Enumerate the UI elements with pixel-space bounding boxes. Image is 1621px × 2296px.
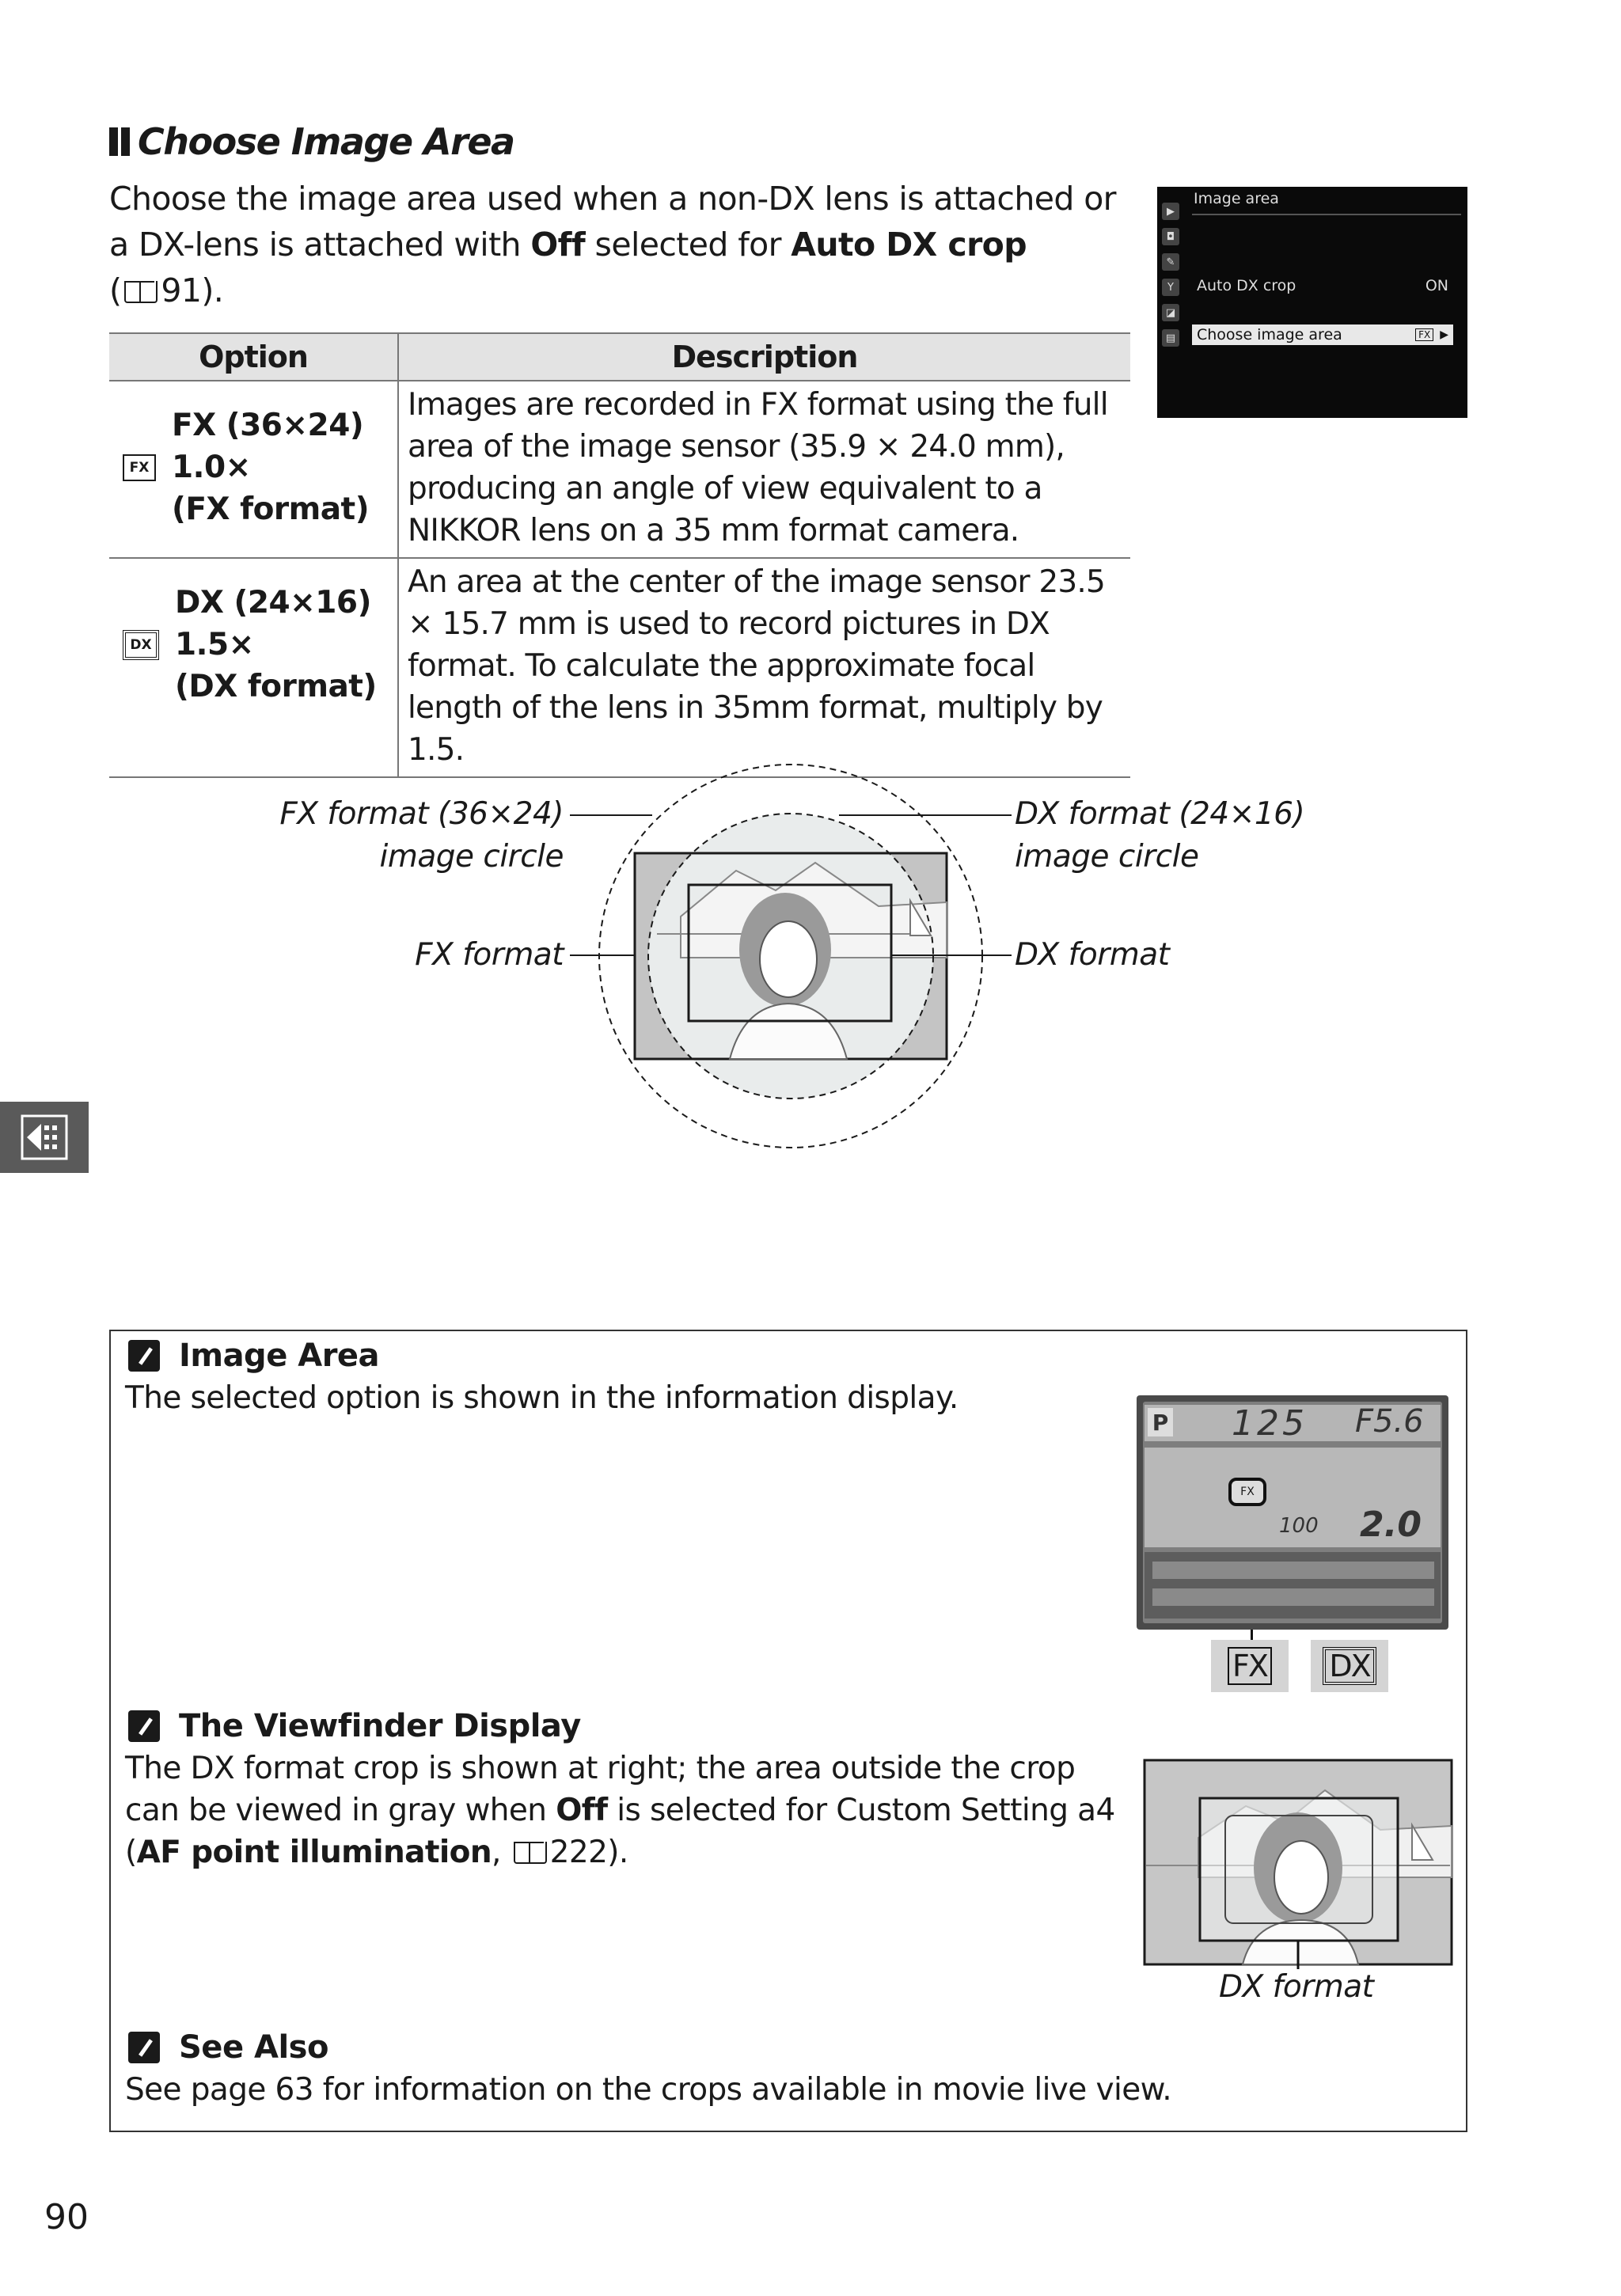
note-heading-see-also (128, 2029, 328, 2066)
description-text: Images are recorded in FX format using the full area of the image sensor (35.9 × 24.0 mm), producing an angle of view equivalent to a NIKKOR lens on a 35 mm format camera. (408, 387, 1108, 548)
note-body-see-also: See page 63 for information on the crops available in movie live view. (125, 2072, 1172, 2108)
option-label: FX (36×24) (172, 408, 364, 443)
note-text: is selected for Custom Setting a4 ( (125, 1793, 1115, 1870)
note-heading-image-area (128, 1338, 379, 1374)
paren: ( (109, 271, 122, 309)
option-cell (109, 381, 398, 558)
dx-label: DX (1323, 1647, 1376, 1685)
option-label: (DX format) (175, 669, 377, 704)
shooting-menu-icon (21, 1114, 68, 1160)
column-header-description: Description (398, 333, 1130, 381)
heading-marker-icon (109, 127, 130, 156)
fx-label: FX (1228, 1647, 1272, 1685)
page-reference[interactable]: 91 (161, 271, 202, 309)
page-number: 90 (44, 2197, 89, 2237)
label-line: image circle (379, 839, 564, 875)
page-reference[interactable]: 222 (549, 1835, 608, 1870)
viewfinder-illustration (1143, 1759, 1453, 1969)
menu-item-label: Choose image area (1197, 326, 1342, 343)
label-line: image circle (1015, 839, 1199, 875)
wrench-icon: Y (1162, 279, 1179, 296)
menu-item-choose-image-area[interactable] (1192, 324, 1453, 345)
iso-value: 100 (1279, 1514, 1319, 1538)
menu-item-label: Auto DX crop (1197, 277, 1296, 294)
note-title: The Viewfinder Display (179, 1708, 581, 1744)
label-line: FX format (36×24) (279, 796, 564, 832)
intro-text: selected for (585, 226, 792, 264)
intro-bold-auto-dx: Auto DX crop (791, 226, 1027, 264)
note-body-viewfinder (125, 1748, 1132, 1873)
description-cell (398, 558, 1130, 777)
fx-format-icon: FX (1415, 328, 1433, 341)
note-body-image-area: The selected option is shown in the information display. (125, 1380, 959, 1416)
note-bold: Off (556, 1793, 608, 1828)
menu-item-auto-dx-crop[interactable] (1192, 275, 1453, 296)
aperture: F5.6 (1355, 1403, 1424, 1440)
menu-item-value: ON (1425, 277, 1448, 294)
note-text: The DX format crop is shown at right; the area outside the crop can be viewed in gray when (125, 1751, 1076, 1828)
description-cell (398, 381, 1130, 558)
note-bold: AF point illumination (136, 1835, 492, 1870)
note-title: Image Area (179, 1338, 380, 1374)
intro-bold-off: Off (530, 226, 586, 264)
image-area-indicator: FX (1228, 1478, 1266, 1506)
fx-image-circle-label (237, 793, 564, 879)
note-heading-viewfinder (128, 1708, 581, 1744)
heading-text: Choose Image Area (138, 120, 514, 163)
pencil-note-icon (128, 1710, 160, 1742)
camera-menu-screen (1157, 187, 1467, 418)
column-header-option: Option (109, 333, 398, 381)
page-reference-icon (514, 1842, 547, 1864)
pencil-note-icon (128, 1340, 160, 1372)
viewfinder-caption: DX format (1219, 1969, 1374, 2005)
intro-paragraph (109, 176, 1122, 313)
option-label: DX (24×16) (175, 585, 371, 620)
dx-format-indicator (1311, 1640, 1388, 1692)
note-title: See Also (179, 2029, 328, 2066)
dx-format-label: DX format (1015, 937, 1170, 973)
playback-icon: ▶ (1162, 203, 1179, 220)
shooting-menu-tab (0, 1102, 89, 1173)
recent-icon: ▤ (1162, 329, 1179, 347)
table-row (109, 558, 1130, 777)
label-line: DX format (24×16) (1015, 796, 1305, 832)
fx-format-indicator (1211, 1640, 1289, 1692)
paren: ). (201, 271, 224, 309)
pencil-icon: ✎ (1162, 253, 1179, 271)
fx-format-label: FX format (415, 937, 564, 973)
note-text: ). (607, 1835, 628, 1870)
description-text: An area at the center of the image sensor 23.5 × 15.7 mm is used to record pictures in DX format. To calculate the approximate focal length of the lens in 35mm format, multiply by 1.5. (408, 564, 1105, 768)
menu-title: Image area (1194, 190, 1279, 207)
exposure-value: 2.0 (1360, 1505, 1422, 1545)
camera-icon: ◘ (1162, 228, 1179, 245)
page-reference-icon (124, 281, 158, 303)
shutter-speed: 125 (1232, 1403, 1308, 1444)
exposure-mode: P (1148, 1408, 1173, 1436)
arrow-right-icon: ▶ (1440, 328, 1448, 341)
note-text: , (492, 1835, 511, 1870)
options-table (109, 332, 1130, 778)
option-label: (FX format) (172, 491, 370, 527)
section-heading (109, 120, 514, 163)
intro-text: Choose the image area used when a non-DX lens is attached or a DX-lens is attached with (109, 180, 1116, 264)
menu-tab-icons (1162, 203, 1183, 355)
table-row (109, 381, 1130, 558)
retouch-icon: ◪ (1162, 304, 1179, 321)
portrait-face (760, 921, 817, 997)
information-display (1137, 1395, 1448, 1630)
dx-format-icon: DX (123, 630, 159, 660)
option-label: 1.0× (172, 450, 251, 485)
pencil-note-icon (128, 2032, 160, 2063)
fx-format-icon: FX (123, 454, 156, 481)
option-cell (109, 558, 398, 777)
image-circle-diagram (554, 752, 1045, 1163)
dx-image-circle-label (1015, 793, 1304, 879)
option-label: 1.5× (175, 627, 254, 662)
